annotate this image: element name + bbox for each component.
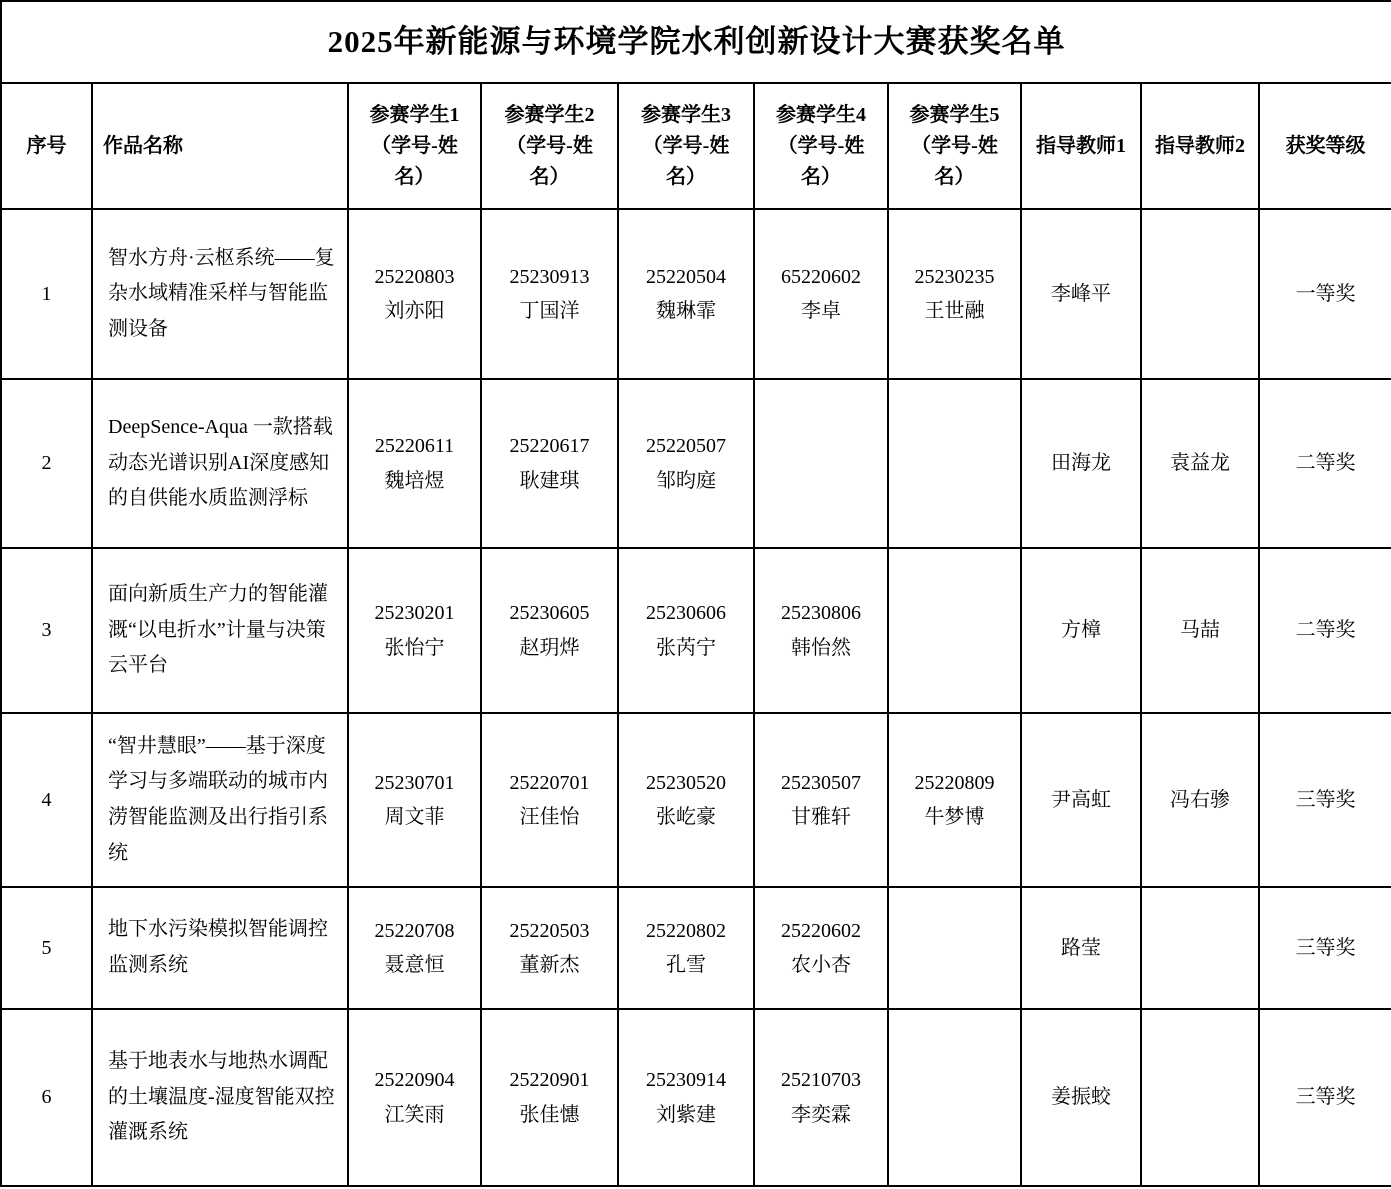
col-header-teacher1: 指导教师1 [1021,83,1141,209]
student-cell [481,713,618,887]
student-cell [754,887,888,1009]
student-id: 25210703 [781,1069,861,1092]
student-id: 25220507 [646,435,726,458]
student-id: 25220611 [374,435,455,458]
award-cell: 三等奖 [1259,713,1391,887]
student-id: 25230701 [374,771,455,794]
work-title-cell: 基于地表水与地热水调配的土壤温度-湿度智能双控灌溉系统 [92,1009,348,1186]
teacher2-cell [1141,1009,1259,1186]
table-row [1,887,1391,1009]
student-id: 25220809 [914,771,995,794]
student-id: 25230201 [374,602,455,625]
award-cell: 三等奖 [1259,1009,1391,1186]
student-id: 25220503 [509,919,590,942]
table-row [1,1009,1391,1186]
header-row [1,83,1391,209]
student-cell [481,1009,618,1186]
student-name: 李卓 [801,300,841,322]
work-title-cell: 地下水污染模拟智能调控监测系统 [92,887,348,1009]
student-name: 江笑雨 [384,1103,445,1126]
teacher2-cell: 马喆 [1141,548,1259,713]
student-cell [481,379,618,548]
student-name: 耿建琪 [519,469,580,492]
student-cell [481,887,618,1009]
student-name: 魏培煜 [384,469,445,492]
student-cell [888,887,1021,1009]
work-title-cell: “智井慧眼”——基于深度学习与多端联动的城市内涝智能监测及出行指引系统 [92,713,348,887]
col-header-work: 作品名称 [92,83,348,209]
serial-cell: 4 [1,713,92,887]
student-id: 25220701 [509,771,590,794]
student-name: 甘雅轩 [791,806,851,828]
work-title-cell: 面向新质生产力的智能灌溉“以电折水”计量与决策云平台 [92,548,348,713]
student-id: 25230606 [646,602,726,625]
student-name: 张芮宁 [656,636,716,659]
student-id: 25230507 [781,771,861,794]
student-cell [754,548,888,713]
student-id: 25220602 [781,919,861,942]
col-header-award: 获奖等级 [1259,83,1391,209]
student-name: 农小杏 [791,954,851,976]
award-cell: 一等奖 [1259,209,1391,379]
student-cell [888,1009,1021,1186]
student-id: 25230913 [509,265,590,288]
page-title: 2025年新能源与环境学院水利创新设计大赛获奖名单 [1,1,1391,83]
col-header-student4: 参赛学生4（学号-姓名） [754,83,888,209]
student-cell [618,1009,754,1186]
student-name: 汪佳怡 [519,806,580,828]
student-cell [618,548,754,713]
student-id: 25220504 [646,265,726,288]
student-name: 张佳憓 [519,1103,580,1126]
student-cell [618,713,754,887]
student-cell [618,379,754,548]
award-cell: 二等奖 [1259,548,1391,713]
student-cell [348,209,481,379]
student-cell [888,713,1021,887]
student-id: 25230806 [781,602,861,625]
student-cell [754,209,888,379]
teacher2-cell [1141,209,1259,379]
student-name: 孔雪 [666,954,706,976]
table-row [1,713,1391,887]
teacher1-cell: 尹高虹 [1021,713,1141,887]
student-cell [348,379,481,548]
student-cell [481,209,618,379]
teacher1-cell: 李峰平 [1021,209,1141,379]
student-name: 周文菲 [384,806,445,828]
work-title-cell: DeepSence-Aqua 一款搭载动态光谱识别AI深度感知的自供能水质监测浮标 [92,379,348,548]
student-cell [348,548,481,713]
student-id: 25220904 [374,1069,455,1092]
student-name: 李奕霖 [791,1103,851,1126]
student-name: 丁国洋 [519,300,580,322]
student-id: 25220802 [646,919,726,942]
student-cell [481,548,618,713]
teacher2-cell: 袁益龙 [1141,379,1259,548]
student-cell [888,379,1021,548]
student-name: 张屹豪 [656,806,716,828]
teacher2-cell [1141,887,1259,1009]
student-cell [348,713,481,887]
student-cell [618,209,754,379]
col-header-serial: 序号 [1,83,92,209]
col-header-teacher2: 指导教师2 [1141,83,1259,209]
student-name: 赵玥烨 [519,636,580,659]
student-name: 王世融 [924,300,985,322]
col-header-student5: 参赛学生5（学号-姓名） [888,83,1021,209]
student-id: 25230605 [509,602,590,625]
student-cell [754,1009,888,1186]
work-title-cell: 智水方舟·云枢系统——复杂水域精准采样与智能监测设备 [92,209,348,379]
student-id: 65220602 [781,265,861,288]
student-name: 牛梦博 [924,806,985,828]
teacher1-cell: 方樟 [1021,548,1141,713]
student-id: 25230520 [646,771,726,794]
student-name: 韩怡然 [791,636,851,659]
student-name: 张怡宁 [384,636,445,659]
award-cell: 二等奖 [1259,379,1391,548]
student-cell [754,713,888,887]
table-row [1,548,1391,713]
student-id: 25230235 [914,265,995,288]
serial-cell: 3 [1,548,92,713]
col-header-student2: 参赛学生2（学号-姓名） [481,83,618,209]
col-header-student3: 参赛学生3（学号-姓名） [618,83,754,209]
student-name: 邹昀庭 [656,469,716,492]
serial-cell: 6 [1,1009,92,1186]
student-name: 魏琳霏 [656,300,716,322]
serial-cell: 1 [1,209,92,379]
student-name: 刘亦阳 [384,300,445,322]
student-id: 25220617 [509,435,590,458]
student-cell [754,379,888,548]
student-name: 董新杰 [519,954,580,976]
teacher1-cell: 田海龙 [1021,379,1141,548]
col-header-student1: 参赛学生1（学号-姓名） [348,83,481,209]
student-cell [888,209,1021,379]
serial-cell: 2 [1,379,92,548]
teacher1-cell: 路莹 [1021,887,1141,1009]
student-cell [618,887,754,1009]
student-id: 25220901 [509,1069,590,1092]
title-row [1,1,1391,83]
serial-cell: 5 [1,887,92,1009]
teacher1-cell: 姜振蛟 [1021,1009,1141,1186]
student-id: 25220803 [374,265,455,288]
student-cell [348,887,481,1009]
student-name: 刘紫建 [656,1103,716,1126]
student-cell [348,1009,481,1186]
student-id: 25230914 [646,1069,726,1092]
student-id: 25220708 [374,919,455,942]
table-row [1,379,1391,548]
student-name: 聂意恒 [384,954,445,976]
student-cell [888,548,1021,713]
table-row [1,209,1391,379]
teacher2-cell: 冯右骖 [1141,713,1259,887]
award-cell: 三等奖 [1259,887,1391,1009]
